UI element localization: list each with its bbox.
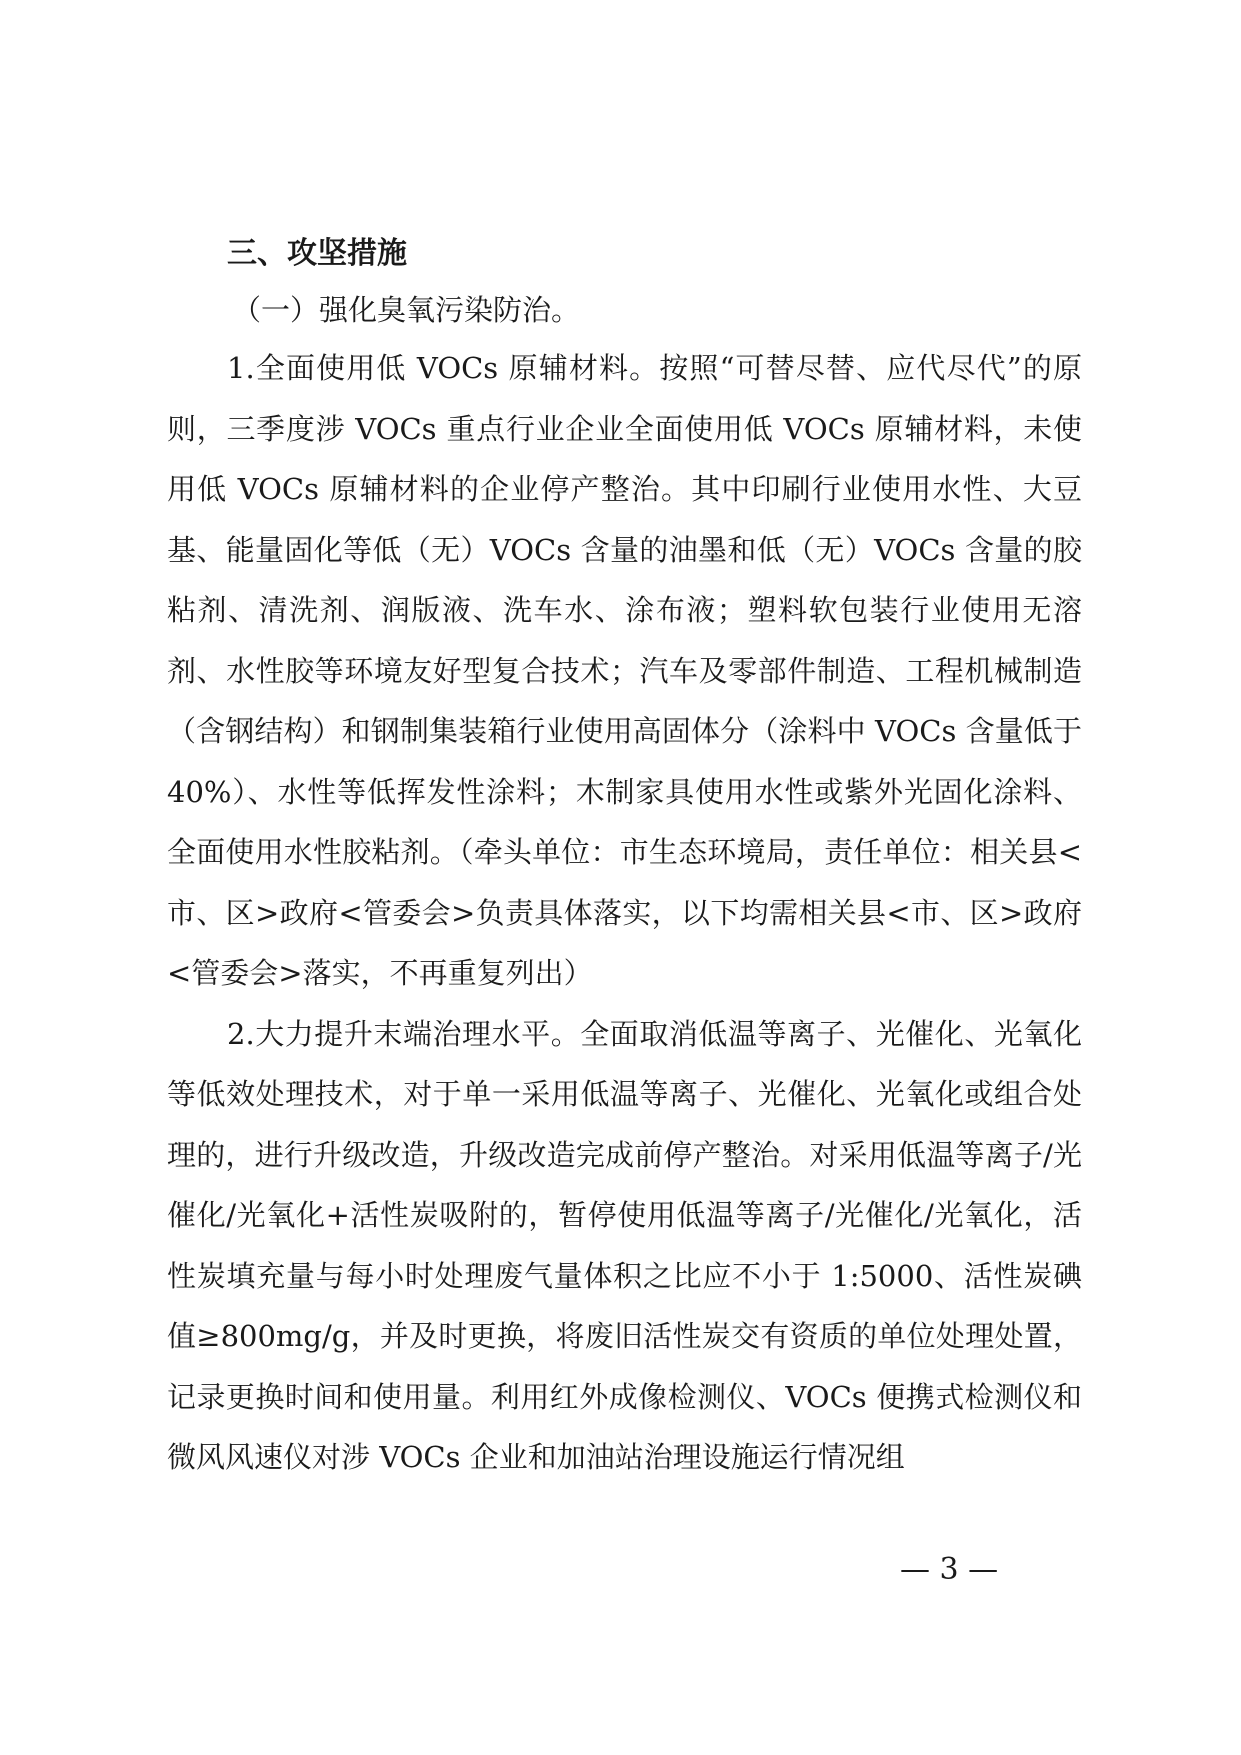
paragraph-low-voc-materials: 1.全面使用低 VOCs 原辅材料。按照“可替尽替、应代尽代”的原则，三季度涉 VOCs 重点行业企业全面使用低 VOCs 原辅材料，未使用低 VOCs 原辅材料的企业停产整治。其中印刷行业使用水性、大豆基、能量固化等低（无）VOCs 含量的油墨和低（无）VOCs 含量的胶粘剂、清洗剂、润版液、洗车水、涂布液；塑料软包装行业使用无溶剂、水性胶等环境友好型复合技术；汽车及零部件制造、工程机械制造（含钢结构）和钢制集装箱行业使用高固体分（涂料中 VOCs 含量低于 40%）、水性等低挥发性涂料；木制家具使用水性或紫外光固化涂料、全面使用水性胶粘剂。（牵头单位：市生态环境局，责任单位：相关县<市、区>政府<管委会>负责具体落实，以下均需相关县<市、区>政府<管委会>落实，不再重复列出） — [167, 351, 1082, 990]
page-body — [167, 226, 1082, 1488]
page-number: — 3 — — [900, 1552, 999, 1587]
paragraph-end-treatment: 2.大力提升末端治理水平。全面取消低温等离子、光催化、光氧化等低效处理技术，对于单一采用低温等离子、光催化、光氧化或组合处理的，进行升级改造，升级改造完成前停产整治。对采用低温等离子/光催化/光氧化+活性炭吸附的，暂停使用低温等离子/光催化/光氧化，活性炭填充量与每小时处理废气量体积之比应不小于 1:5000、活性炭碘值≥800mg/g，并及时更换，将废旧活性炭交有资质的单位处理处置，记录更换时间和使用量。利用红外成像检测仪、VOCs 便携式检测仪和微风风速仪对涉 VOCs 企业和加油站治理设施运行情况组 — [167, 1016, 1082, 1474]
subsection-heading: （一）强化臭氧污染防治。 — [232, 293, 581, 327]
section-heading: 三、攻坚措施 — [227, 236, 407, 271]
